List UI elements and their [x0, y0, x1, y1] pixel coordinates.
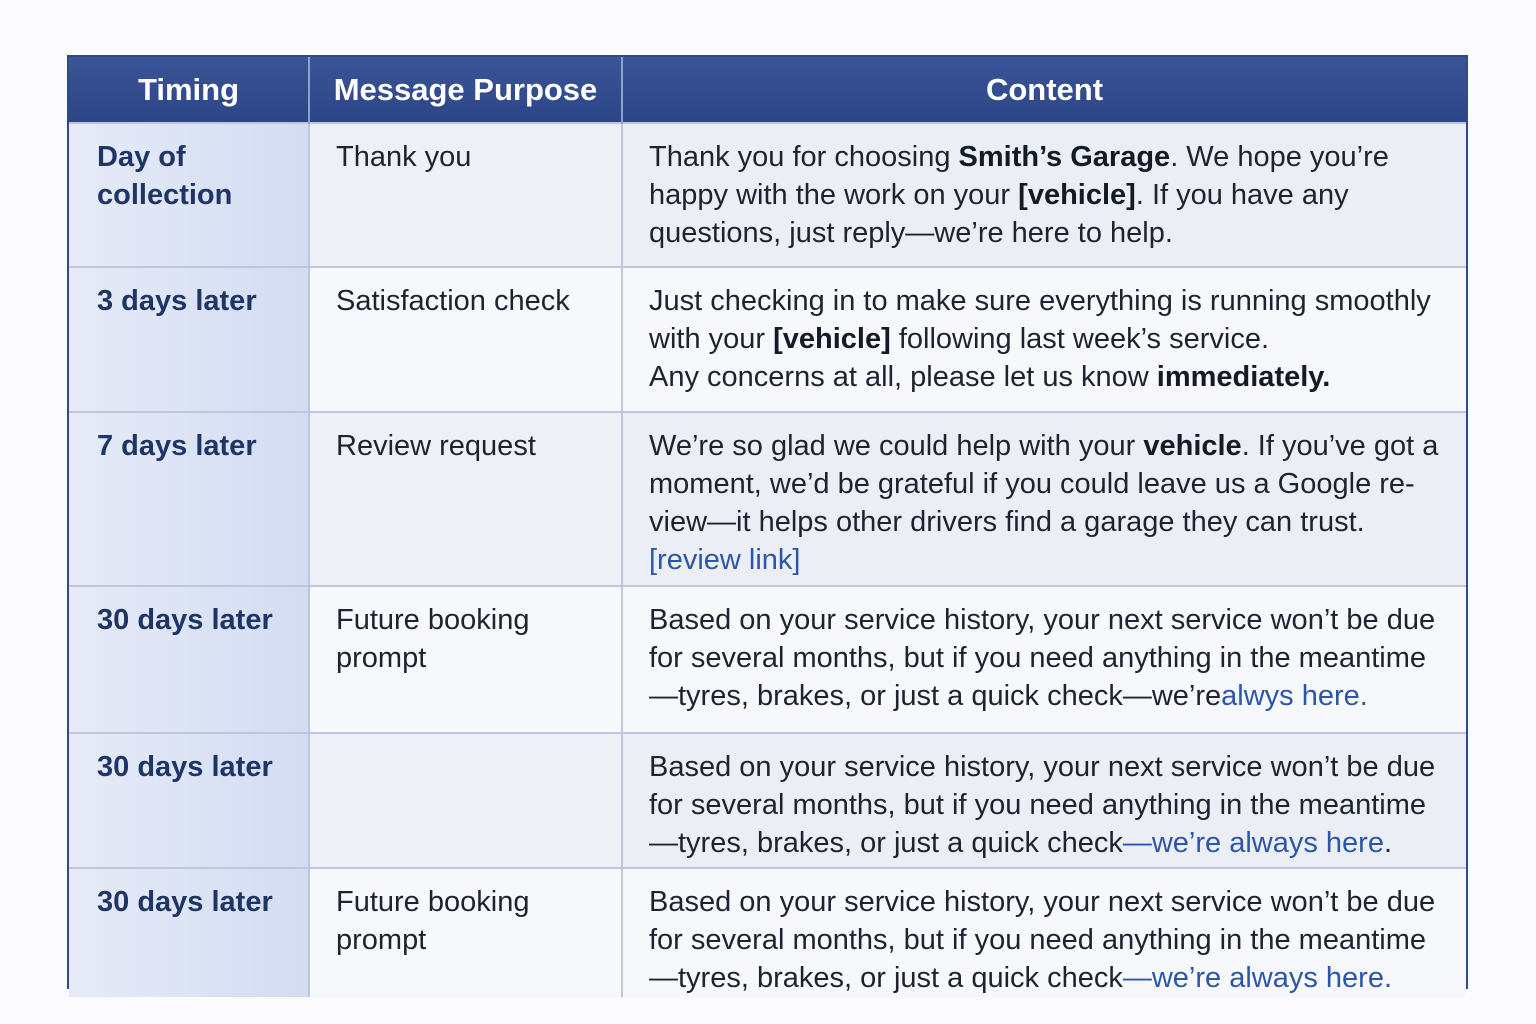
- timing-cell: 7 days later: [69, 412, 309, 586]
- content-text: Thank you for choosing Smith’s Garage. We hope you’re happy with the work on your [vehicle]. If you have any questions, just reply—we’re here to help.: [649, 141, 1389, 249]
- timing-cell: 3 days later: [69, 267, 309, 412]
- follow-up-schedule-table: [67, 55, 1468, 994]
- purpose-cell: [309, 733, 622, 868]
- table-row: [69, 868, 1466, 997]
- table-row: [69, 586, 1466, 733]
- content-cell: [622, 412, 1466, 586]
- always-here-text: —we’re always here: [1122, 827, 1384, 859]
- purpose-cell: Review request: [309, 412, 622, 586]
- vehicle-placeholder: [vehicle]: [1018, 179, 1136, 211]
- content-text: Any concerns at all, please let us know immediately.: [649, 361, 1331, 393]
- content-cell: [622, 868, 1466, 997]
- content-cell: [622, 123, 1466, 267]
- timing-cell: 30 days later: [69, 868, 309, 997]
- table-row: [69, 412, 1466, 586]
- content-cell: [622, 267, 1466, 412]
- table-row: [69, 733, 1466, 868]
- purpose-cell: Future booking prompt: [309, 586, 622, 733]
- table-row: [69, 123, 1466, 267]
- timing-cell: 30 days later: [69, 586, 309, 733]
- purpose-cell: Thank you: [309, 123, 622, 267]
- always-here-text: alwys here.: [1221, 680, 1368, 712]
- emphasis-text: immediately.: [1156, 361, 1331, 393]
- content-text: Based on your service history, your next service won’t be due for several months, but if you need anything in the meantime—tyres, brakes, or just a quick check—we’realwys here.: [649, 604, 1436, 712]
- always-here-text: —we’re always here.: [1122, 962, 1392, 994]
- content-text: Based on your service history, your next service won’t be due for several months, but if you need anything in the meantime—tyres, brakes, or just a quick check—we’re always here.: [649, 751, 1436, 859]
- vehicle-placeholder: [vehicle]: [773, 323, 891, 355]
- vehicle-word: vehicle: [1143, 430, 1242, 462]
- content-text: Based on your service history, your next service won’t be due for several months, but if you need anything in the meantime—tyres, brakes, or just a quick check—we’re always here.: [649, 886, 1436, 994]
- table-header-row: [69, 57, 1466, 123]
- content-cell: [622, 586, 1466, 733]
- header-content: Content: [622, 57, 1466, 123]
- timing-cell: 30 days later: [69, 733, 309, 868]
- review-link[interactable]: [review link]: [649, 544, 801, 576]
- garage-name: Smith’s Garage: [958, 141, 1171, 173]
- timing-cell: Day of collection: [69, 123, 309, 267]
- content-text: We’re so glad we could help with your vehicle. If you’ve got a moment, we’d be grateful if you could leave us a Google re-view—it helps other drivers find a garage they can trust.: [649, 430, 1439, 538]
- purpose-cell: Future booking prompt: [309, 868, 622, 997]
- table-row: [69, 267, 1466, 412]
- header-timing: Timing: [69, 57, 309, 123]
- content-text: Just checking in to make sure everything is running smoothly with your [vehicle] following last week’s service.: [649, 285, 1431, 355]
- purpose-cell: Satisfaction check: [309, 267, 622, 412]
- content-cell: [622, 733, 1466, 868]
- header-message-purpose: Message Purpose: [309, 57, 622, 123]
